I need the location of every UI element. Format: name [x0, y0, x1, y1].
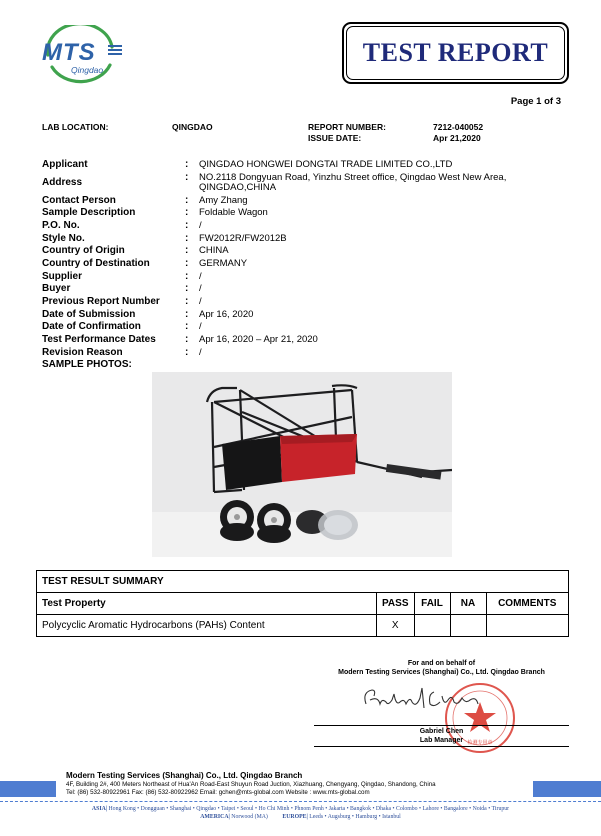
performance-dates-label: Test Performance Dates: [42, 334, 156, 345]
style-value: FW2012R/FW2012B: [199, 233, 287, 244]
asia-label: ASIA|: [91, 806, 108, 812]
col-fail: FAIL: [414, 593, 450, 615]
logo-subtitle: Qingdao: [71, 65, 104, 75]
performance-dates-value: Apr 16, 2020 – Apr 21, 2020: [199, 334, 318, 345]
table-title-row: [37, 571, 569, 593]
col-pass: PASS: [377, 593, 415, 615]
previous-report-label: Previous Report Number: [42, 296, 160, 307]
row-test-property: Polycyclic Aromatic Hydrocarbons (PAHs) Content: [37, 615, 377, 637]
destination-label: Country of Destination: [42, 258, 150, 269]
confirmation-date-value: /: [199, 321, 202, 332]
report-number-label: REPORT NUMBER:: [308, 122, 386, 132]
address-label: Address: [42, 177, 83, 188]
contact-value: Amy Zhang: [199, 195, 248, 206]
sample-label: Sample Description: [42, 207, 136, 218]
handwritten-signature: [358, 682, 498, 716]
america-label: AMERICA|: [200, 814, 230, 820]
previous-report-value: /: [199, 296, 202, 307]
submission-date-value: Apr 16, 2020: [199, 309, 254, 320]
footer-bar-right: [533, 781, 601, 797]
lab-location-label: LAB LOCATION:: [42, 122, 109, 132]
revision-reason-value: /: [199, 347, 202, 358]
contact-label: Contact Person: [42, 195, 116, 206]
test-result-table: [36, 570, 569, 637]
confirmation-date-label: Date of Confirmation: [42, 321, 141, 332]
footer-contact-line: Tel: (86) 532-80922961 Fax: (86) 532-80922962 Email: gchen@mts-global.com Website : www.mts-global.com: [66, 789, 370, 796]
signature-bottom-line: [314, 746, 569, 747]
svg-text:检测专用章: 检测专用章: [467, 740, 493, 746]
footer-divider: [0, 801, 601, 802]
report-title: TEST REPORT: [362, 38, 549, 67]
signature-line: [314, 725, 569, 726]
logo-lines-icon: [108, 45, 122, 59]
supplier-value: /: [199, 271, 202, 282]
origin-label: Country of Origin: [42, 245, 125, 256]
test-result-summary-title: TEST RESULT SUMMARY: [37, 571, 569, 593]
col-comments: COMMENTS: [486, 593, 569, 615]
behalf-line-1: For and on behalf of: [407, 660, 476, 667]
applicant-label: Applicant: [42, 159, 88, 170]
footer-asia-row: [0, 806, 601, 812]
signer-role: Lab Manager: [419, 737, 464, 744]
page-number: Page 1 of 3: [510, 96, 561, 107]
asia-offices: Hong Kong • Dongguan • Shanghai • Qingdao • Taipei • Seoul • Ho Chi Minh • Phnom Penh • Jakarta • Bangkok • Dhaka • Colombo • Lahore • Bangalore • Noida • Tirupur: [108, 806, 510, 812]
issue-date-value: Apr 21,2020: [433, 133, 481, 143]
row-comments: [486, 615, 569, 637]
po-value: /: [199, 220, 202, 231]
table-row: [37, 615, 569, 637]
table-header-row: [37, 593, 569, 615]
sample-photo: [152, 372, 452, 557]
behalf-line-2: Modern Testing Services (Shanghai) Co., Ltd. Qingdao Branch: [338, 669, 545, 676]
row-pass: X: [377, 615, 415, 637]
europe-offices: Leeds • Augsburg • Hamburg • Istanbul: [309, 814, 401, 820]
supplier-label: Supplier: [42, 271, 83, 282]
destination-value: GERMANY: [199, 258, 248, 269]
address-line-2: QINGDAO,CHINA: [199, 182, 277, 193]
po-label: P.O. No.: [42, 220, 80, 231]
submission-date-label: Date of Submission: [42, 309, 136, 320]
buyer-label: Buyer: [42, 283, 71, 294]
mts-logo: [38, 25, 122, 87]
footer-america-europe-row: [0, 814, 601, 820]
report-number-value: 7212-040052: [433, 122, 484, 132]
logo-brand: MTS: [42, 39, 96, 66]
footer-company: Modern Testing Services (Shanghai) Co., Ltd. Qingdao Branch: [66, 771, 303, 780]
america-offices: Norwood (MA): [231, 814, 268, 820]
revision-reason-label: Revision Reason: [42, 347, 123, 358]
row-fail: [414, 615, 450, 637]
footer-address-line: 4F, Building 2#, 400 Meters Northeast of Hua'An Road-East Shuyun Road Juction, Xiazhuang, Chengyang, Qingdao, Shandong, China: [66, 781, 436, 788]
style-label: Style No.: [42, 233, 85, 244]
europe-label: EUROPE|: [282, 814, 308, 820]
buyer-value: /: [199, 283, 202, 294]
footer-bar-left: [0, 781, 56, 797]
origin-value: CHINA: [199, 245, 229, 256]
col-test-property: Test Property: [37, 593, 377, 615]
report-title-box: [342, 22, 569, 84]
row-na: [450, 615, 486, 637]
footer-address: [66, 781, 436, 797]
address-line-1: NO.2118 Dongyuan Road, Yinzhu Street office, Qingdao West New Area,: [199, 172, 507, 183]
foldable-wagon-photo: [152, 372, 452, 557]
applicant-value: QINGDAO HONGWEI DONGTAI TRADE LIMITED CO.,LTD: [199, 159, 453, 170]
sample-value: Foldable Wagon: [199, 207, 268, 218]
col-na: NA: [450, 593, 486, 615]
lab-location-value: QINGDAO: [172, 122, 213, 132]
issue-date-label: ISSUE DATE:: [308, 133, 362, 143]
signer-name: Gabriel Chen: [419, 728, 464, 735]
sample-photos-label: SAMPLE PHOTOS:: [42, 359, 132, 370]
